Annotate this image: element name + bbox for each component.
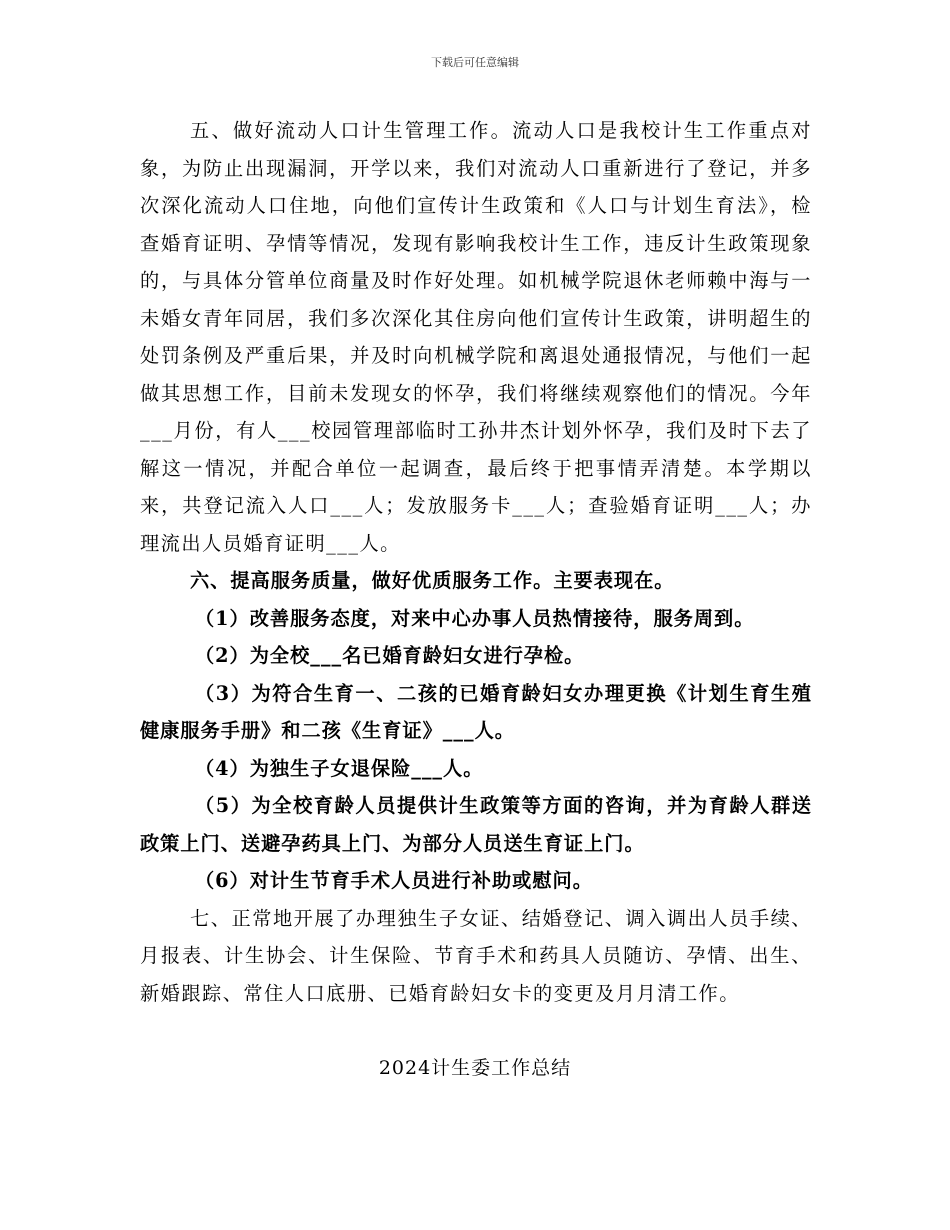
paragraph-7: 七、正常地开展了办理独生子女证、结婚登记、调入调出人员手续、月报表、计生协会、计生保险、节育手术和药具人员随访、孕情、出生、新婚跟踪、常住人口底册、已婚育龄妇女卡的变更及月月清工作。 [140,906,812,1005]
service-item-1: （1）改善服务态度，对来中心办事人员热情接待，服务周到。 [195,606,755,630]
paragraph-6-heading: 六、提高服务质量，做好优质服务工作。主要表现在。 [190,569,675,592]
service-item-3: （3）为符合生育一、二孩的已婚育龄妇女办理更换《计划生育生殖健康服务手册》和二孩《生育证》___人。 [140,681,812,742]
document-title: 2024计生委工作总结 [378,1057,572,1079]
service-item-6: （6）对计生节育手术人员进行补助或慰问。 [195,869,593,892]
document-body [140,112,812,1012]
service-item-4: （4）为独生子女退保险___人。 [195,756,484,780]
service-item-2: （2）为全校___名已婚育龄妇女进行孕检。 [195,644,585,667]
service-item-5: （5）为全校育龄人员提供计生政策等方面的咨询，并为育龄人群送政策上门、送避孕药具上门、为部分人员送生育证上门。 [140,794,812,855]
paragraph-5: 五、做好流动人口计生管理工作。流动人口是我校计生工作重点对象，为防止出现漏洞，开学以来，我们对流动人口重新进行了登记，并多次深化流动人口住地，向他们宣传计生政策和《人口与计划生育法》，检查婚育证明、孕情等情况，发现有影响我校计生工作，违反计生政策现象的，与具体分管单位商量及时作好处理。如机械学院退休老师赖中海与一未婚女青年同居，我们多次深化其住房向他们宣传计生政策，讲明超生的处罚条例及严重后果，并及时向机械学院和离退处通报情况，与他们一起做其思想工作，目前未发现女的怀孕，我们将继续观察他们的情况。今年___月份，有人___校园管理部临时工孙井杰计划外怀孕，我们及时下去了解这一情况，并配合单位一起调查，最后终于把事情弄清楚。本学期以来，共登记流入人口___人；发放服务卡___人；查验婚育证明___人；办理流出人员婚育证明___人。 [140,119,812,555]
page-header: 下载后可任意编辑 [431,56,519,69]
